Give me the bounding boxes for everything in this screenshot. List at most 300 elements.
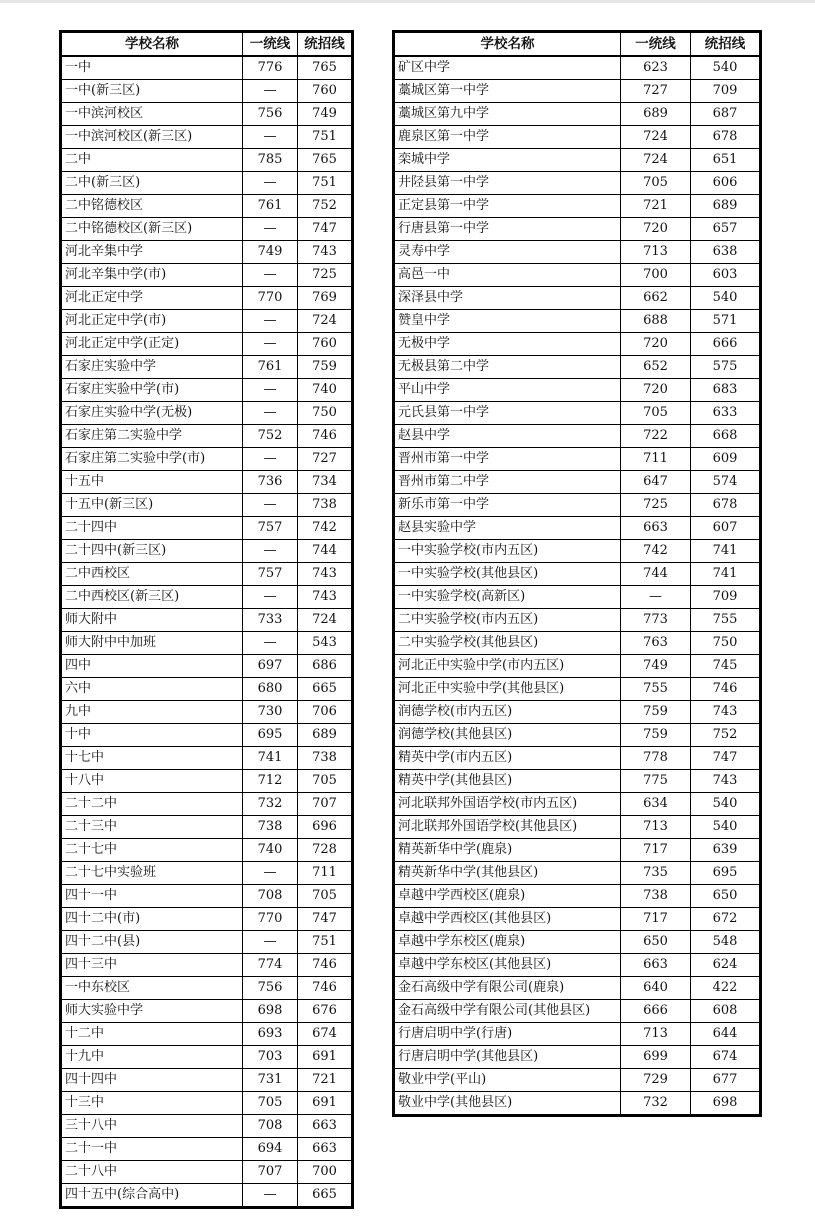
admission-line-cell: 665 [298,1184,353,1208]
school-name-cell: 十五中 [61,471,243,494]
header-unified-line: 一统线 [243,32,298,57]
unified-line-cell: 652 [621,356,691,379]
unified-line-cell: 749 [621,655,691,678]
unified-line-cell: 778 [621,747,691,770]
table-row [394,126,761,149]
unified-line-cell: 741 [243,747,298,770]
table-row [61,333,353,356]
table-row [61,517,353,540]
unified-line-cell: 770 [243,287,298,310]
table-row [394,954,761,977]
unified-line-cell: 708 [243,1115,298,1138]
school-name-cell: 师大附中中加班 [61,632,243,655]
table-row [394,448,761,471]
admission-line-cell: 603 [691,264,761,287]
table-row [394,862,761,885]
table-row [61,632,353,655]
table-row [61,448,353,471]
school-name-cell: 二中铭德校区 [61,195,243,218]
header-school-name: 学校名称 [61,32,243,57]
admission-line-cell: 711 [298,862,353,885]
admission-line-cell: 760 [298,80,353,103]
school-name-cell: 晋州市第二中学 [394,471,621,494]
school-name-cell: 十三中 [61,1092,243,1115]
table-row [394,701,761,724]
admission-line-cell: 751 [298,126,353,149]
school-name-cell: 高邑一中 [394,264,621,287]
school-name-cell: 四十四中 [61,1069,243,1092]
school-name-cell: 深泽县中学 [394,287,621,310]
admission-line-cell: 746 [298,977,353,1000]
admission-line-cell: 651 [691,149,761,172]
admission-line-cell: 724 [298,609,353,632]
table-row [61,747,353,770]
school-name-cell: 二十四中 [61,517,243,540]
unified-line-cell: 703 [243,1046,298,1069]
admission-line-cell: 746 [298,954,353,977]
table-row [394,747,761,770]
table-row [61,1000,353,1023]
table-row [394,586,761,609]
admission-line-cell: 650 [691,885,761,908]
admission-line-cell: 747 [691,747,761,770]
admission-line-cell: 747 [298,908,353,931]
admission-line-cell: 706 [298,701,353,724]
school-name-cell: 卓越中学东校区(鹿泉) [394,931,621,954]
school-name-cell: 精英中学(其他县区) [394,770,621,793]
admission-line-cell: 752 [298,195,353,218]
admission-line-cell: 751 [298,931,353,954]
unified-line-cell: 785 [243,149,298,172]
school-name-cell: 井陉县第一中学 [394,172,621,195]
unified-line-cell: 720 [621,218,691,241]
school-name-cell: 河北正定中学(正定) [61,333,243,356]
unified-line-cell: 721 [621,195,691,218]
admission-line-cell: 725 [298,264,353,287]
table-body [61,56,353,1208]
unified-line-cell: 717 [621,908,691,931]
admission-line-cell: 724 [298,310,353,333]
admission-line-cell: 751 [298,172,353,195]
table-row [394,80,761,103]
table-row [61,241,353,264]
table-row [61,931,353,954]
school-name-cell: 赵县中学 [394,425,621,448]
admission-line-cell: 742 [298,517,353,540]
table-row [394,885,761,908]
admission-line-cell: 678 [691,494,761,517]
unified-line-cell: 699 [621,1046,691,1069]
header-row [394,32,761,57]
unified-line-cell: 712 [243,770,298,793]
school-name-cell: 栾城中学 [394,149,621,172]
school-name-cell: 石家庄第二实验中学(市) [61,448,243,471]
admission-line-cell: 755 [691,609,761,632]
unified-line-cell: 698 [243,1000,298,1023]
admission-line-cell: 607 [691,517,761,540]
unified-line-cell: 735 [621,862,691,885]
school-name-cell: 精英新华中学(鹿泉) [394,839,621,862]
unified-line-cell: 650 [621,931,691,954]
admission-line-cell: 741 [691,563,761,586]
school-name-cell: 四十三中 [61,954,243,977]
unified-line-cell: 623 [621,56,691,80]
table-row [61,977,353,1000]
school-name-cell: 行唐启明中学(行唐) [394,1023,621,1046]
unified-line-cell: — [243,586,298,609]
table-row [394,678,761,701]
school-name-cell: 平山中学 [394,379,621,402]
unified-line-cell: — [243,540,298,563]
admission-line-cell: 749 [298,103,353,126]
admission-line-cell: 746 [691,678,761,701]
table-row [61,56,353,80]
unified-line-cell: 738 [243,816,298,839]
admission-line-cell: 571 [691,310,761,333]
school-name-cell: 藁城区第一中学 [394,80,621,103]
admission-line-cell: 689 [691,195,761,218]
school-name-cell: 河北辛集中学(市) [61,264,243,287]
school-name-cell: 十五中(新三区) [61,494,243,517]
unified-line-cell: 730 [243,701,298,724]
school-name-cell: 河北正定中学 [61,287,243,310]
unified-line-cell: — [243,310,298,333]
admission-line-cell: 639 [691,839,761,862]
unified-line-cell: 697 [243,655,298,678]
unified-line-cell: 647 [621,471,691,494]
admission-line-cell: 709 [691,586,761,609]
unified-line-cell: 756 [243,103,298,126]
school-name-cell: 河北联邦外国语学校(其他县区) [394,816,621,839]
table-row [394,655,761,678]
unified-line-cell: 688 [621,310,691,333]
unified-line-cell: — [243,448,298,471]
admission-line-cell: 740 [298,379,353,402]
table-row [61,103,353,126]
admission-line-cell: 750 [298,402,353,425]
school-name-cell: 一中实验学校(高新区) [394,586,621,609]
admission-line-cell: 743 [298,241,353,264]
unified-line-cell: 711 [621,448,691,471]
unified-line-cell: 722 [621,425,691,448]
school-name-cell: 石家庄实验中学(无极) [61,402,243,425]
school-name-cell: 金石高级中学有限公司(鹿泉) [394,977,621,1000]
school-name-cell: 二中实验学校(市内五区) [394,609,621,632]
table-row [394,977,761,1000]
table-row [61,678,353,701]
school-name-cell: 河北辛集中学 [61,241,243,264]
admission-line-cell: 743 [298,586,353,609]
unified-line-cell: — [243,494,298,517]
unified-line-cell: 776 [243,56,298,80]
school-name-cell: 精英中学(市内五区) [394,747,621,770]
table-row [61,195,353,218]
school-name-cell: 矿区中学 [394,56,621,80]
admission-line-cell: 674 [298,1023,353,1046]
table-row [61,494,353,517]
admission-line-cell: 743 [298,563,353,586]
school-name-cell: 石家庄实验中学 [61,356,243,379]
unified-line-cell: — [243,862,298,885]
unified-line-cell: — [243,264,298,287]
unified-line-cell: 705 [621,172,691,195]
admission-line-cell: 665 [298,678,353,701]
table-row [61,701,353,724]
unified-line-cell: 744 [621,563,691,586]
table-row [394,425,761,448]
school-name-cell: 四十一中 [61,885,243,908]
unified-line-cell: 759 [621,724,691,747]
admission-line-cell: 741 [691,540,761,563]
school-name-cell: 石家庄第二实验中学 [61,425,243,448]
table-row [394,264,761,287]
table-row [394,310,761,333]
admission-line-cell: 633 [691,402,761,425]
school-name-cell: 二中 [61,149,243,172]
unified-line-cell: 724 [621,126,691,149]
table-row [61,1092,353,1115]
table-row [394,333,761,356]
table-row [394,287,761,310]
unified-line-cell: 757 [243,563,298,586]
table-row [61,1023,353,1046]
admission-line-cell: 668 [691,425,761,448]
table-row [61,954,353,977]
header-row [61,32,353,57]
table-row [394,931,761,954]
admission-line-cell: 540 [691,816,761,839]
admission-line-cell: 738 [298,494,353,517]
unified-line-cell: 708 [243,885,298,908]
admission-line-cell: 695 [691,862,761,885]
school-name-cell: 藁城区第九中学 [394,103,621,126]
unified-line-cell: 634 [621,793,691,816]
admission-line-cell: 765 [298,149,353,172]
table-row [394,908,761,931]
school-name-cell: 河北正中实验中学(市内五区) [394,655,621,678]
admission-line-cell: 721 [298,1069,353,1092]
admission-line-cell: 745 [691,655,761,678]
table-row [394,770,761,793]
table-row [61,724,353,747]
table-row [61,1046,353,1069]
unified-line-cell: 731 [243,1069,298,1092]
school-name-cell: 河北正中实验中学(其他县区) [394,678,621,701]
table-row [61,149,353,172]
unified-line-cell: 774 [243,954,298,977]
school-name-cell: 二十七中实验班 [61,862,243,885]
admission-line-cell: 672 [691,908,761,931]
table-row [394,563,761,586]
table-row [61,1184,353,1208]
admission-line-cell: 678 [691,126,761,149]
admission-line-cell: 644 [691,1023,761,1046]
school-name-cell: 赵县实验中学 [394,517,621,540]
table-row [61,471,353,494]
admission-line-cell: 609 [691,448,761,471]
school-name-cell: 四十五中(综合高中) [61,1184,243,1208]
school-name-cell: 三十八中 [61,1115,243,1138]
admission-line-cell: 743 [691,770,761,793]
admission-line-cell: 746 [298,425,353,448]
table-row [394,195,761,218]
school-name-cell: 十九中 [61,1046,243,1069]
table-row [61,356,353,379]
table-row [394,793,761,816]
admission-line-cell: 575 [691,356,761,379]
admission-line-cell: 760 [298,333,353,356]
unified-line-cell: 713 [621,816,691,839]
admission-line-cell: 606 [691,172,761,195]
admission-line-cell: 698 [691,1092,761,1116]
table-row [61,379,353,402]
unified-line-cell: — [621,586,691,609]
school-name-cell: 河北正定中学(市) [61,310,243,333]
unified-line-cell: 694 [243,1138,298,1161]
school-name-cell: 卓越中学西校区(其他县区) [394,908,621,931]
school-name-cell: 行唐启明中学(其他县区) [394,1046,621,1069]
admission-line-cell: 422 [691,977,761,1000]
school-name-cell: 河北联邦外国语学校(市内五区) [394,793,621,816]
table-row [394,356,761,379]
table-row [394,379,761,402]
score-table-left [59,30,354,1209]
unified-line-cell: 693 [243,1023,298,1046]
unified-line-cell: — [243,126,298,149]
school-name-cell: 十七中 [61,747,243,770]
unified-line-cell: 725 [621,494,691,517]
unified-line-cell: 773 [621,609,691,632]
admission-line-cell: 638 [691,241,761,264]
admission-line-cell: 608 [691,1000,761,1023]
table-row [394,103,761,126]
unified-line-cell: 761 [243,195,298,218]
unified-line-cell: 752 [243,425,298,448]
unified-line-cell: 736 [243,471,298,494]
unified-line-cell: — [243,402,298,425]
table-row [61,264,353,287]
admission-line-cell: 759 [298,356,353,379]
admission-line-cell: 666 [691,333,761,356]
unified-line-cell: 727 [621,80,691,103]
admission-line-cell: 686 [298,655,353,678]
admission-line-cell: 700 [298,1161,353,1184]
table-row [394,1046,761,1069]
table-row [394,56,761,80]
admission-line-cell: 548 [691,931,761,954]
table-row [394,1000,761,1023]
admission-line-cell: 750 [691,632,761,655]
school-name-cell: 九中 [61,701,243,724]
school-name-cell: 四中 [61,655,243,678]
table-row [61,609,353,632]
admission-line-cell: 540 [691,56,761,80]
table-row [61,816,353,839]
table-row [394,402,761,425]
unified-line-cell: — [243,632,298,655]
school-name-cell: 二中西校区 [61,563,243,586]
school-name-cell: 新乐市第一中学 [394,494,621,517]
unified-line-cell: 740 [243,839,298,862]
table-row [61,839,353,862]
school-name-cell: 二中西校区(新三区) [61,586,243,609]
school-name-cell: 四十二中(县) [61,931,243,954]
unified-line-cell: 695 [243,724,298,747]
table-row [394,540,761,563]
unified-line-cell: 720 [621,379,691,402]
school-name-cell: 二十二中 [61,793,243,816]
unified-line-cell: — [243,379,298,402]
school-name-cell: 精英新华中学(其他县区) [394,862,621,885]
table-row [61,655,353,678]
unified-line-cell: 761 [243,356,298,379]
table-row [61,563,353,586]
school-name-cell: 赞皇中学 [394,310,621,333]
table-row [61,1161,353,1184]
admission-line-cell: 677 [691,1069,761,1092]
table-row [394,471,761,494]
table-row [61,862,353,885]
table-row [61,218,353,241]
unified-line-cell: 666 [621,1000,691,1023]
unified-line-cell: — [243,218,298,241]
admission-line-cell: 765 [298,56,353,80]
header-school-name: 学校名称 [394,32,621,57]
table-row [394,1023,761,1046]
unified-line-cell: 713 [621,1023,691,1046]
unified-line-cell: 763 [621,632,691,655]
admission-line-cell: 747 [298,218,353,241]
table-row [61,172,353,195]
unified-line-cell: 717 [621,839,691,862]
unified-line-cell: — [243,80,298,103]
unified-line-cell: 705 [621,402,691,425]
school-name-cell: 敬业中学(其他县区) [394,1092,621,1116]
table-row [61,1069,353,1092]
school-name-cell: 师大实验中学 [61,1000,243,1023]
table-row [61,287,353,310]
unified-line-cell: — [243,172,298,195]
school-name-cell: 卓越中学东校区(其他县区) [394,954,621,977]
unified-line-cell: 700 [621,264,691,287]
school-name-cell: 四十二中(市) [61,908,243,931]
table-row [61,793,353,816]
school-name-cell: 十二中 [61,1023,243,1046]
school-name-cell: 六中 [61,678,243,701]
school-name-cell: 二十一中 [61,1138,243,1161]
school-name-cell: 二中(新三区) [61,172,243,195]
unified-line-cell: 755 [621,678,691,701]
admission-line-cell: 696 [298,816,353,839]
unified-line-cell: 742 [621,540,691,563]
admission-line-cell: 687 [691,103,761,126]
school-name-cell: 一中实验学校(其他县区) [394,563,621,586]
admission-line-cell: 705 [298,885,353,908]
unified-line-cell: 770 [243,908,298,931]
table-row [61,586,353,609]
admission-line-cell: 707 [298,793,353,816]
school-name-cell: 元氏县第一中学 [394,402,621,425]
score-table-right [392,30,762,1117]
school-name-cell: 十中 [61,724,243,747]
school-name-cell: 卓越中学西校区(鹿泉) [394,885,621,908]
school-name-cell: 润德学校(其他县区) [394,724,621,747]
admission-line-cell: 674 [691,1046,761,1069]
school-name-cell: 二十三中 [61,816,243,839]
unified-line-cell: 732 [621,1092,691,1116]
admission-line-cell: 691 [298,1046,353,1069]
table-row [61,402,353,425]
